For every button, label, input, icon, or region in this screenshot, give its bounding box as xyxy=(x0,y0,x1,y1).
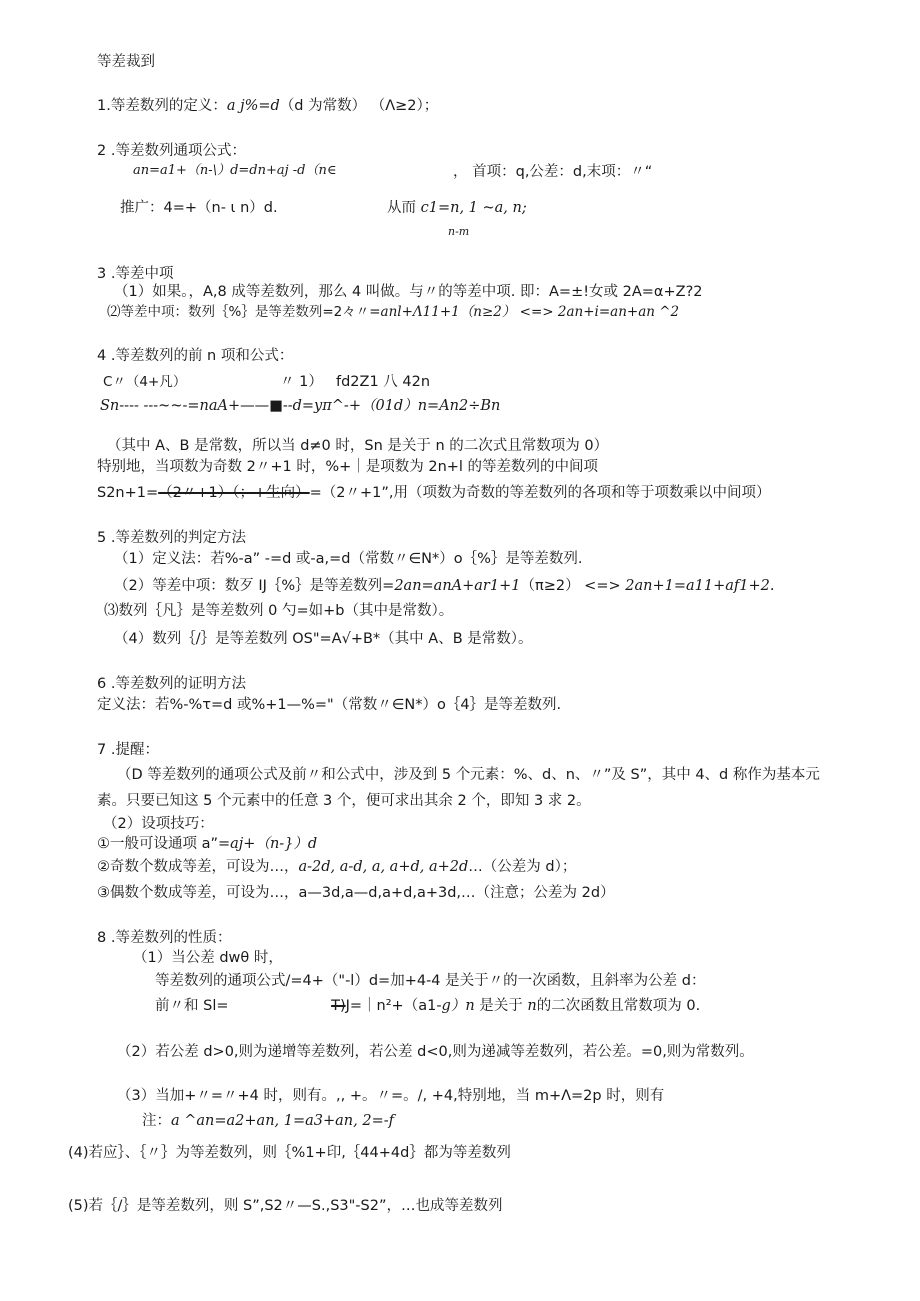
middle-term-2-a: ⑵等差中项：数列｛%｝是等差数列=2々〃 xyxy=(107,304,370,320)
reminder-2a xyxy=(97,834,317,854)
property-3-note-label: 注： xyxy=(142,1113,171,1129)
property-1b-c: J=｜n²+（a1- xyxy=(345,998,442,1014)
reminder-1a: （D 等差数列的通项公式及前〃和公式中，涉及到 5 个元素：%、d、n、〃”及 S”，其中 4、d 称作为基本元 xyxy=(117,767,820,783)
property-1b xyxy=(155,996,700,1016)
sum-formula-main: Sn---- ---~~-=naA+——■--d=yπ^-+（01d）n=An2÷Bn xyxy=(100,398,501,414)
proof-method: 定义法：若%-%τ=d 或%+1—%="（常数〃∈N*）o｛4｝是等差数列. xyxy=(97,697,562,713)
reminder-2b xyxy=(97,857,576,877)
reminder-2: （2）设项技巧： xyxy=(103,816,214,832)
middle-term-2-c: <=> xyxy=(515,304,558,320)
thus-denominator: n-m xyxy=(448,225,470,238)
property-1b-a: 前〃和 Sl= xyxy=(155,998,229,1014)
criterion-3: ⑶数列｛凡｝是等差数列 0 勺=如+b（其中是常数）。 xyxy=(104,603,454,619)
reminder-2b-a: ②奇数个数成等差，可设为…， xyxy=(97,859,299,875)
definition-label: 1.等差数列的定义： xyxy=(97,98,227,114)
definition-tail: （d 为常数） （Λ≥2）； xyxy=(279,98,439,114)
property-1: （1）当公差 dwθ 时， xyxy=(133,950,283,966)
page-title: 等差裁到 xyxy=(97,54,155,70)
property-3-note xyxy=(142,1111,394,1131)
sum-odd-label: S2n+1= xyxy=(97,485,159,501)
sum-special: 特别地，当项数为奇数 2〃+1 时，%+｜是项数为 2n+l 的等差数列的中间项 xyxy=(97,459,599,475)
middle-term-2 xyxy=(107,302,679,322)
criterion-4: （4）数列｛/｝是等差数列 OS"=A√+B*（其中 A、B 是常数）。 xyxy=(114,631,533,647)
property-2: （2）若公差 d>0,则为递增等差数列，若公差 d<0,则为递减等差数列，若公差。=0,则为常数列。 xyxy=(117,1044,754,1060)
sum-formula-top-a: C〃（4+凡） xyxy=(103,374,187,390)
reminder-2c: ③偶数个数成等差，可设为…，a—3d,a—d,a+d,a+3d,…（注意；公差为 2d） xyxy=(97,885,615,901)
sum-odd-formula xyxy=(97,483,771,503)
reminder-1b: 素。只要已知这 5 个元素中的任意 3 个，便可求出其余 2 个，即知 3 求 2。 xyxy=(97,793,591,809)
middle-term-1: （1）如果。，A,8 成等差数列，那么 4 叫做。与〃的等差中项. 即：A=±!女或 2A=α+Z?2 xyxy=(114,284,703,300)
criterion-2-c: （π≥2） <=> xyxy=(520,578,626,594)
reminder-2a-a: ①一般可设通项 a” xyxy=(97,836,219,852)
thus-line xyxy=(387,198,527,218)
sum-note: （其中 A、B 是常数，所以当 d≠0 时，Sn 是关于 n 的二次式且常数项为 0） xyxy=(107,438,609,454)
section-2-heading: 2 .等差数列通项公式： xyxy=(97,143,246,159)
criterion-2-b: 2an=anA+ar1+1 xyxy=(394,578,521,594)
property-1b-d: g）n xyxy=(441,998,475,1014)
sum-odd-tail: =（2〃+1”,用（项数为奇数的等差数列的各项和等于项数乘以中间项） xyxy=(309,485,771,501)
property-3: （3）当加+〃=〃+4 时，则有。,, +。〃=。/, +4,特别地，当 m+Λ=2p 时，则有 xyxy=(117,1088,665,1104)
property-1b-g: 的二次函数且常数项为 0. xyxy=(536,998,701,1014)
criterion-2 xyxy=(114,576,774,596)
sum-formula-top-c: fd2Z1 八 42n xyxy=(336,374,431,390)
definition-formula: a j%=d xyxy=(226,98,280,114)
general-term-formula: an=a1+（n-\）d=dn+aj -d（n∈ xyxy=(133,163,337,178)
property-1b-e: 是关于 xyxy=(479,998,523,1014)
section-3-heading: 3 .等差中项 xyxy=(97,266,174,282)
reminder-2a-b: =aj+（n-}）d xyxy=(218,836,318,852)
section-5-heading: 5 .等差数列的判定方法 xyxy=(97,530,246,546)
generalization-line: 推广：4=+（n- ι n）d. xyxy=(120,200,278,216)
property-5: (5)若｛/｝是等差数列，则 S”,S2〃—S.,S3"-S2”，…也成等差数列 xyxy=(68,1198,503,1214)
section-7-heading: 7 .提醒： xyxy=(97,742,159,758)
section-6-heading: 6 .等差数列的证明方法 xyxy=(97,676,246,692)
thus-label: 从而 xyxy=(387,200,416,216)
general-term-tail: ， 首项：q,公差：d,末项：〃“ xyxy=(453,164,653,180)
reminder-2b-c: …（公差为 d）； xyxy=(468,859,577,875)
thus-formula: c1=n, 1 ~a, n; xyxy=(420,200,527,216)
middle-term-2-b: =anl+Λ11+1（n≥2） xyxy=(369,304,516,320)
middle-term-2-d: 2an+i=an+an ^2 xyxy=(557,304,680,320)
criterion-1: （1）定义法：若%-a” -=d 或-a,=d（常数〃∈N*）o｛%｝是等差数列. xyxy=(114,551,583,567)
reminder-2b-b: a-2d, a-d, a, a+d, a+2d xyxy=(298,859,469,875)
section-4-heading: 4 .等差数列的前 n 项和公式： xyxy=(97,348,294,364)
property-3-note-formula: a ^an=a2+an, 1=a3+an, 2=-f xyxy=(171,1113,394,1129)
section-8-heading: 8 .等差数列的性质： xyxy=(97,930,232,946)
definition-line xyxy=(97,96,438,116)
property-1b-struck: T) xyxy=(331,998,346,1014)
property-1b-f: n xyxy=(527,998,537,1014)
sum-odd-struck: （2〃+1）（；+生向） xyxy=(158,485,310,501)
criterion-2-a: （2）等差中项：数歹 IJ｛%｝是等差数列= xyxy=(114,578,395,594)
property-4: (4)若应｝、｛〃｝为等差数列，则｛%1+印,｛44+4d｝都为等差数列 xyxy=(68,1145,511,1161)
sum-formula-top-b: 〃 1） xyxy=(280,374,323,390)
property-1a: 等差数列的通项公式/=4+（"-l）d=加+4-4 是关于〃的一次函数，且斜率为公差 d： xyxy=(155,973,706,989)
criterion-2-d: 2an+1=a11+af1+2. xyxy=(625,578,775,594)
